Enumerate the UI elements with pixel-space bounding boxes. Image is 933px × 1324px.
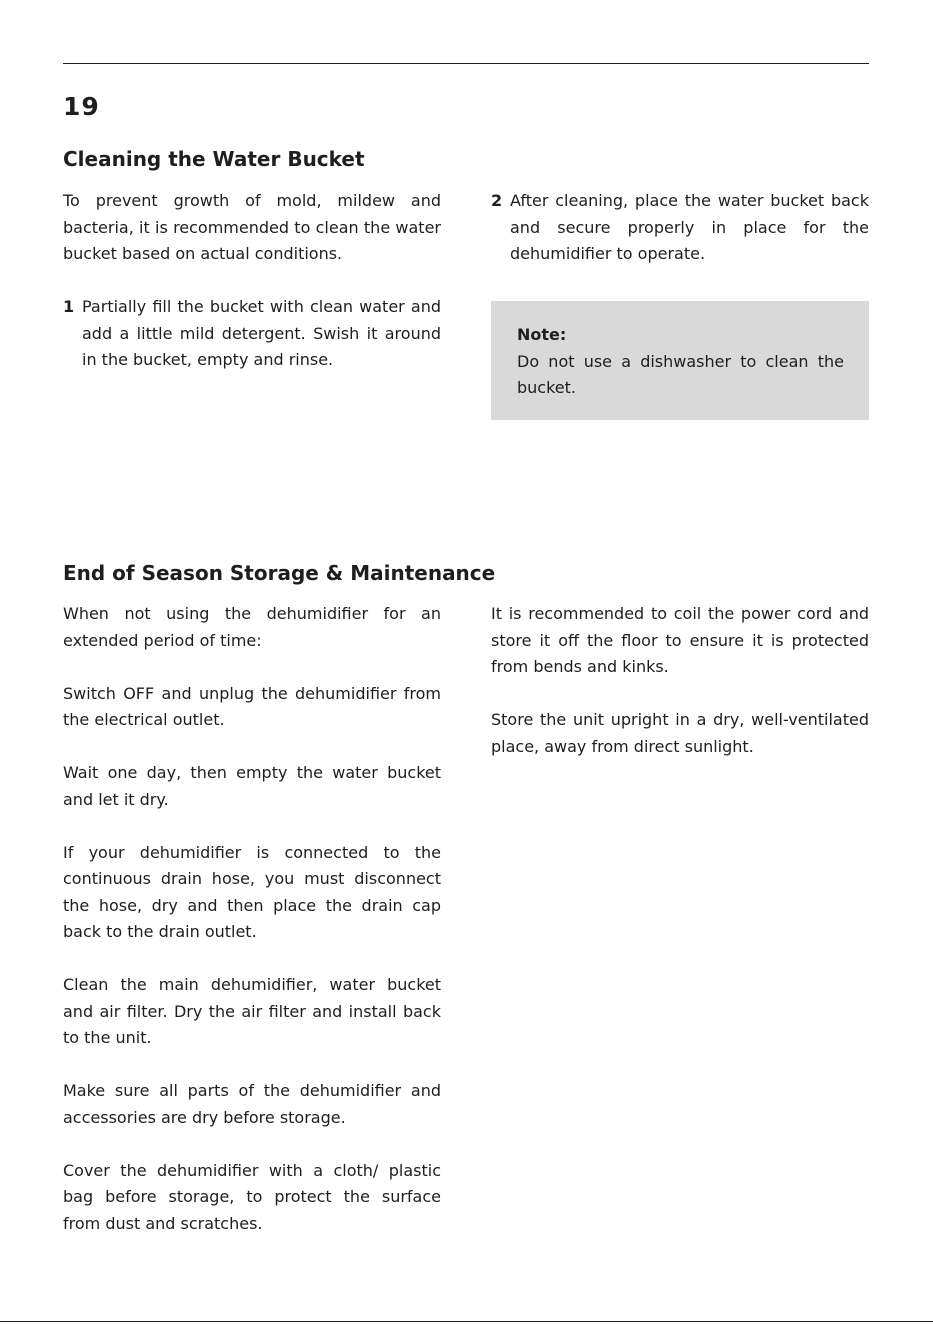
- step-number: 2: [491, 191, 503, 210]
- storage-paragraph: Switch OFF and unplug the dehumidifier from the electrical outlet.: [63, 683, 441, 729]
- cleaning-right-column: [491, 188, 869, 294]
- step-2: [491, 188, 869, 268]
- note-box: [491, 301, 869, 420]
- storage-paragraph: Make sure all parts of the dehumidifier and accessories are dry before storage.: [63, 1081, 441, 1127]
- storage-paragraph: Cover the dehumidifier with a cloth/ plastic bag before storage, to protect the surface from dust and scratches.: [63, 1160, 441, 1233]
- storage-paragraph: When not using the dehumidifier for an extended period of time:: [63, 604, 441, 650]
- note-title: Note:: [517, 325, 567, 344]
- step-text: Partially fill the bucket with clean water and add a little mild detergent. Swish it around in the bucket, empty and rinse.: [82, 297, 441, 369]
- step-text: After cleaning, place the water bucket back and secure properly in place for the dehumidifier to operate.: [510, 191, 869, 263]
- cleaning-left-column: [63, 188, 441, 400]
- storage-right-column: [491, 601, 869, 787]
- storage-paragraph: Wait one day, then empty the water bucket and let it dry.: [63, 763, 441, 809]
- bottom-rule: [0, 1321, 933, 1322]
- section-title-storage: End of Season Storage & Maintenance: [63, 561, 496, 585]
- storage-paragraph: If your dehumidifier is connected to the continuous drain hose, you must disconnect the hose, dry and then place the drain cap back to the drain outlet.: [63, 842, 441, 941]
- storage-paragraph: Store the unit upright in a dry, well-ventilated place, away from direct sunlight.: [491, 710, 869, 756]
- page-number: 19: [63, 92, 100, 121]
- step-number: 1: [63, 297, 75, 316]
- top-rule: [63, 63, 869, 64]
- storage-paragraph: It is recommended to coil the power cord and store it off the floor to ensure it is protected from bends and kinks.: [491, 604, 869, 676]
- step-1: [63, 294, 441, 374]
- storage-paragraph: Clean the main dehumidifier, water bucket and air filter. Dry the air filter and install back to the unit.: [63, 975, 441, 1047]
- storage-left-column: [63, 601, 441, 1264]
- section-title-cleaning: Cleaning the Water Bucket: [63, 147, 365, 171]
- note-text: Do not use a dishwasher to clean the bucket.: [517, 351, 844, 397]
- cleaning-intro: To prevent growth of mold, mildew and bacteria, it is recommended to clean the water bucket based on actual conditions.: [63, 191, 441, 263]
